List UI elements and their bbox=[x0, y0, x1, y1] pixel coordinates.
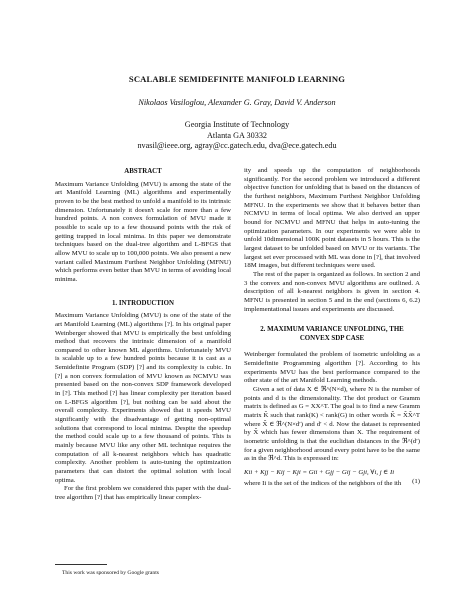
introduction-paragraph-3: The rest of the paper is organized as follows. In section 2 and 3 the convex and non-convex MVU algorithms are outlined. A description of all k-nearest neighbors is given in section 4. MFNU is presented in section 5 and in the end (sections 6, 6.2) implementational issues and experiments are discussed. bbox=[244, 270, 420, 313]
equation-1-number: (1) bbox=[412, 478, 420, 485]
abstract-heading: ABSTRACT bbox=[124, 168, 162, 175]
equation-1-body: Kii + Kjj − Kij − Kji = Gii + Gjj − Gij − Gji, ∀i, j ∈ Ii bbox=[244, 469, 395, 476]
footnote: This work was sponsored by Google grants bbox=[62, 570, 159, 576]
introduction-paragraph-2-continued: ity and speeds up the computation of neighborhoods significantly. For the second problem we introduced a different objective function for unfolding that is based on the distances of the furthest neighbors, Maximum Furthest Neighbor Unfolding MFNU. In the experiments we show that it behaves better than NCMVU in terms of local optima. We also derived an upper bound for NCMVU and MFNU that helps in auto-tuning the optimization parameters. In our experiments we were able to unfold 10dimensional 100K point datasets in 5 hours. This is the largest dataset to be unfolded based on MVU or its variants. The largest set ever processed with ML was done in [?], that involved 18M images, but different techniques were used. bbox=[244, 167, 420, 270]
footnote-rule bbox=[55, 564, 107, 565]
introduction-heading: 1. INTRODUCTION bbox=[111, 299, 175, 307]
section-2-paragraph-3: where Ii is the set of the indices of the neighbors of the ith bbox=[244, 479, 402, 487]
author-list: Nikolaos Vasiloglou, Alexander G. Gray, David V. Anderson bbox=[138, 98, 336, 107]
section-2-heading-line-2: CONVEX SDP CASE bbox=[299, 334, 365, 342]
section-2-paragraph-1: Weinberger formulated the problem of isometric unfolding as a Semidefinite Programming algorithm [?]. According to his experiments MVU has the best performance compared to the other state of the art Manifold Learning methods. bbox=[244, 351, 420, 385]
introduction-paragraph-2: For the first problem we considered this paper with the dual-tree algorithm [?] that has empirically linear complex- bbox=[55, 485, 231, 501]
affiliation-block bbox=[0, 120, 474, 152]
right-column bbox=[244, 167, 420, 488]
affiliation-emails: nvasil@ieee.org, agray@cc.gatech.edu, dva@ece.gatech.edu bbox=[137, 141, 337, 151]
section-2-heading-line-1: 2. MAXIMUM VARIANCE UNFOLDING, THE bbox=[260, 326, 404, 334]
affiliation-institute: Georgia Institute of Technology bbox=[184, 120, 290, 129]
section-2-heading bbox=[244, 326, 420, 343]
paper-title: SCALABLE SEMIDEFINITE MANIFOLD LEARNING bbox=[128, 74, 346, 84]
abstract-text: Maximum Variance Unfolding (MVU) is among the state of the art Manifold Learning (ML) algorithms and experimentally proven to be the best method to unfold a manifold to its intrinsic dimension. Unfortunately it doesn't scale for more than a few hundred points. A non convex formulation of MVU made it possible to scale up to a few thousand points with the risk of getting trapped in local minima. In this paper we demonstrate techniques based on the dual-tree algorithm and L-BFGS that allow MVU to scale up to 100,000 points. We also present a new variant called Maximum Furthest Neighbor Unfolding (MFNU) which performs even better than MVU in terms of avoiding local minima. bbox=[55, 180, 231, 283]
left-column bbox=[55, 168, 231, 503]
introduction-paragraph-1: Maximum Variance Unfolding (MVU) is one of the state of the art Manifold Learning (ML) algorithms [?]. In his original paper Weinberger showed that MVU is empirically the best unfolding method that recovers the intrinsic dimension of a manifold compared to other known ML algorithms. Unfortunately MVU is scalable up to a few hundred points because it is cast as a Semidefinite Program (SDP) [?] and its complexity is cubic. In [?] a non convex formulation of MVU known as NCMVU was presented based on the non-convex SDP framework developed in [?]. This method [?] has linear complexity per iteration based on L-BFGS algorithm [?], but nothing can be said about the overall complexity. Experiments showed that it speeds MVU significantly with the disadvantage of getting non-optimal solutions that correspond to local minima. Despite the speedup the method could scale up to a few thousand of points. This is mainly because MVU like any other ML technique requires the computation of all k-nearest neighbors which has quadratic complexity. Another problem is auto-tuning the optimization parameters that can distort the optimal solution with local optima. bbox=[55, 312, 231, 484]
section-2-paragraph-2: Given a set of data X ∈ ℜ^(N×d), where N is the number of points and d is the dimensionality. The dot product or Gramm matrix is defined as G = XX^T. The goal is to find a new Gramm matrix K̂ such that rank(K) < rank(G) in other words K̂ = X̂X̂^T where X̂ ∈ ℜ^(N×d′) and d′ < d. Now the dataset is represented by X̂ which has fewer dimensions than X. The requirement of isometric unfolding is that the euclidian distances in the ℜ^(d′) for a given neighborhood around every point have to be the same as in the ℜ^d. This is expressed in: bbox=[244, 386, 421, 463]
affiliation-city: Atlanta GA 30332 bbox=[206, 130, 268, 140]
